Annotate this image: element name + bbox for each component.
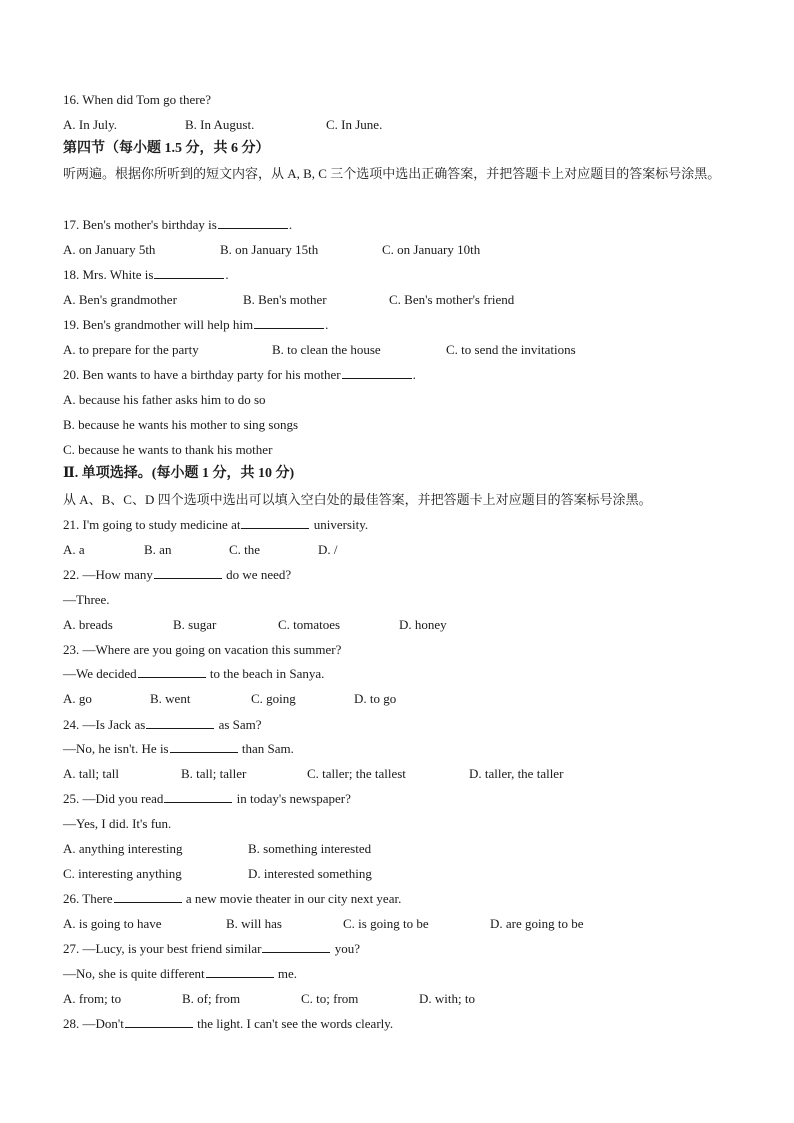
q16-option-c: C. In June. [326, 117, 383, 132]
q27-option-c: C. to; from [301, 991, 359, 1006]
question-19 [63, 316, 328, 333]
q21-stem-end: university. [310, 517, 369, 532]
question-25 [63, 790, 351, 807]
q24-stem-end: as Sam? [215, 717, 262, 732]
q22-option-a: A. breads [63, 617, 113, 632]
q18-option-a: A. Ben's grandmother [63, 292, 177, 307]
q24-option-d: D. taller, the taller [469, 766, 564, 781]
q21-option-b: B. an [144, 542, 172, 557]
q18-option-b: B. Ben's mother [243, 292, 327, 307]
question-20 [63, 366, 416, 383]
answer-blank [154, 266, 224, 279]
question-17 [63, 216, 292, 233]
question-27 [63, 940, 360, 957]
q19-option-b: B. to clean the house [272, 342, 381, 357]
q27-reply-text: —No, she is quite different [63, 966, 205, 981]
q28-stem: 28. —Don't [63, 1016, 124, 1031]
q25-stem-end: in today's newspaper? [233, 791, 351, 806]
answer-blank [146, 716, 214, 729]
section-4-heading: 第四节（每小题 1.5 分，共 6 分） [63, 141, 270, 156]
q27-stem-end: you? [331, 941, 360, 956]
q24-reply-text: —No, he isn't. He is [63, 741, 169, 756]
q26-option-a: A. is going to have [63, 916, 162, 931]
answer-blank [262, 940, 330, 953]
q23-reply [63, 665, 324, 682]
q16-option-a: A. In July. [63, 117, 118, 132]
q27-stem: 27. —Lucy, is your best friend similar [63, 941, 262, 956]
q23-option-b: B. went [150, 691, 191, 706]
question-21 [63, 516, 368, 533]
q26-stem: 26. There [63, 891, 113, 906]
q23-reply-text: —We decided [63, 666, 137, 681]
q28-stem-end: the light. I can't see the words clearly. [193, 1016, 394, 1031]
answer-blank [154, 566, 222, 579]
q20-stem: 20. Ben wants to have a birthday party for his mother [63, 367, 341, 382]
question-28 [63, 1015, 393, 1032]
question-16: 16. When did Tom go there? [63, 92, 212, 107]
q21-stem: 21. I'm going to study medicine at [63, 517, 241, 532]
section-2-heading: Ⅱ. 单项选择。(每小题 1 分，共 10 分) [63, 466, 295, 481]
q24-option-a: A. tall; tall [63, 766, 119, 781]
q23-option-c: C. going [251, 691, 296, 706]
answer-blank [342, 366, 412, 379]
q20-option-a: A. because his father asks him to do so [63, 392, 266, 407]
q24-option-c: C. taller; the tallest [307, 766, 406, 781]
q17-stem-end: . [288, 217, 293, 232]
q17-option-c: C. on January 10th [382, 242, 481, 257]
q25-option-c: C. interesting anything [63, 866, 182, 881]
question-23: 23. —Where are you going on vacation this summer? [63, 642, 342, 657]
answer-blank [114, 890, 182, 903]
q26-option-d: D. are going to be [490, 916, 584, 931]
q23-reply-end: to the beach in Sanya. [206, 666, 325, 681]
answer-blank [206, 965, 274, 978]
question-24 [63, 716, 262, 733]
answer-blank [254, 316, 324, 329]
q21-option-c: C. the [229, 542, 261, 557]
q22-option-d: D. honey [399, 617, 447, 632]
q22-option-c: C. tomatoes [278, 617, 341, 632]
q21-option-a: A. a [63, 542, 85, 557]
q27-option-b: B. of; from [182, 991, 241, 1006]
answer-blank [170, 740, 238, 753]
q23-option-a: A. go [63, 691, 92, 706]
q22-option-b: B. sugar [173, 617, 217, 632]
q19-stem: 19. Ben's grandmother will help him [63, 317, 254, 332]
q19-stem-end: . [325, 317, 329, 332]
answer-blank [241, 516, 309, 529]
q27-option-a: A. from; to [63, 991, 122, 1006]
section-2-instruction: 从 A、B、C、D 四个选项中选出可以填入空白处的最佳答案，并把答题卡上对应题目的答案标号涂黑。 [63, 492, 652, 507]
q17-stem: 17. Ben's mother's birthday is [63, 217, 217, 232]
q27-option-d: D. with; to [419, 991, 475, 1006]
q24-reply [63, 740, 294, 757]
question-22 [63, 566, 291, 583]
q19-option-a: A. to prepare for the party [63, 342, 199, 357]
q18-option-c: C. Ben's mother's friend [389, 292, 515, 307]
answer-blank [218, 216, 288, 229]
q26-option-c: C. is going to be [343, 916, 429, 931]
q26-stem-end: a new movie theater in our city next year. [182, 891, 402, 906]
q20-stem-end: . [412, 367, 416, 382]
answer-blank [164, 790, 232, 803]
question-18 [63, 266, 229, 283]
q22-reply: —Three. [63, 592, 110, 607]
q25-option-d: D. interested something [248, 866, 372, 881]
q25-reply: —Yes, I did. It's fun. [63, 816, 172, 831]
q17-option-b: B. on January 15th [220, 242, 319, 257]
answer-blank [138, 665, 206, 678]
q24-option-b: B. tall; taller [181, 766, 247, 781]
q24-reply-end: than Sam. [238, 741, 294, 756]
q23-option-d: D. to go [354, 691, 397, 706]
q18-stem: 18. Mrs. White is [63, 267, 154, 282]
q27-reply-end: me. [274, 966, 298, 981]
q20-option-c: C. because he wants to thank his mother [63, 442, 273, 457]
answer-blank [125, 1015, 193, 1028]
q17-option-a: A. on January 5th [63, 242, 156, 257]
question-26 [63, 890, 401, 907]
q18-stem-end: . [225, 267, 229, 282]
q27-reply [63, 965, 297, 982]
q21-option-d: D. / [318, 542, 338, 557]
q25-option-b: B. something interested [248, 841, 372, 856]
q20-option-b: B. because he wants his mother to sing songs [63, 417, 299, 432]
q24-stem: 24. —Is Jack as [63, 717, 146, 732]
q25-stem: 25. —Did you read [63, 791, 164, 806]
q22-stem: 22. —How many [63, 567, 153, 582]
q26-option-b: B. will has [226, 916, 282, 931]
q19-option-c: C. to send the invitations [446, 342, 576, 357]
q16-option-b: B. In August. [185, 117, 255, 132]
q25-option-a: A. anything interesting [63, 841, 183, 856]
section-4-instruction: 听两遍。根据你所听到的短文内容，从 A, B, C 三个选项中选出正确答案，并把答题卡上对应题目的答案标号涂黑。 [63, 166, 721, 181]
q22-stem-end: do we need? [222, 567, 292, 582]
